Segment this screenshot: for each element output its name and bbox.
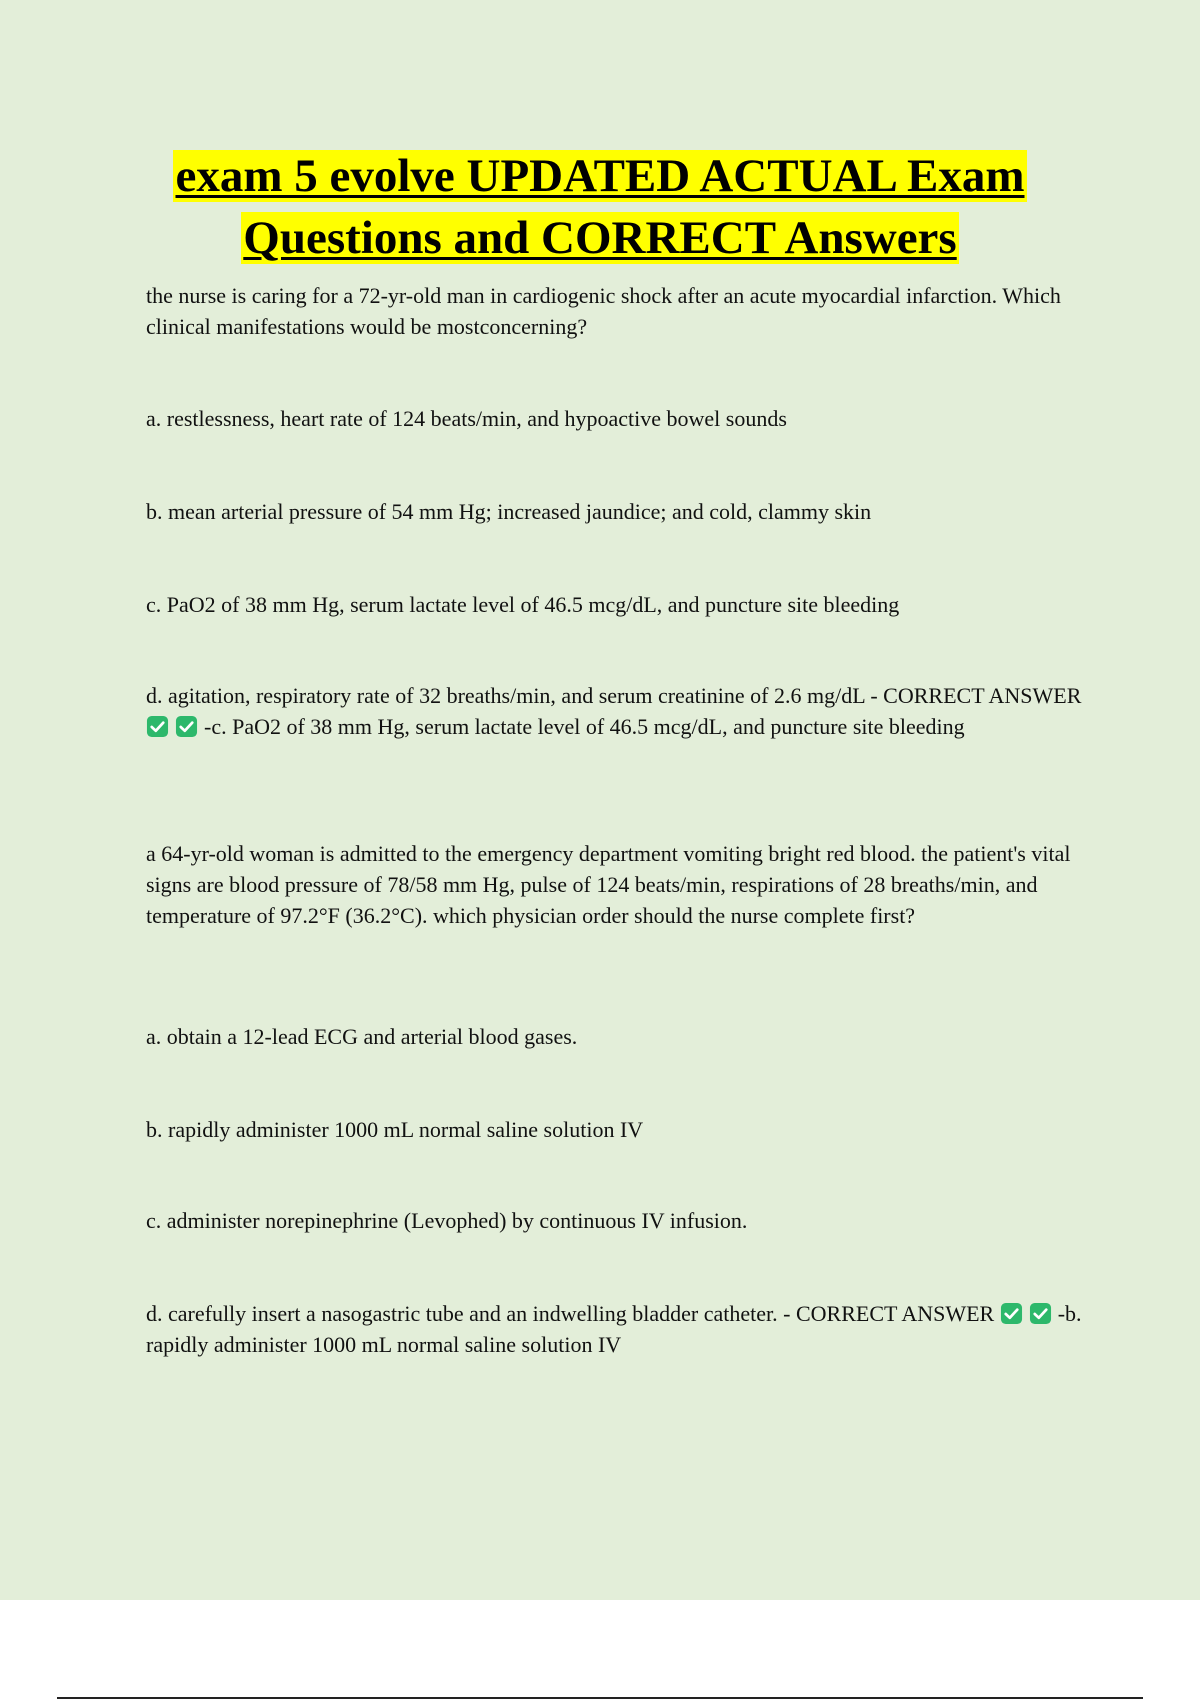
question-1-option-d: d. agitation, respiratory rate of 32 breaths/min, and serum creatinine of 2.6 mg/dL - CORRECT ANSWER <box>146 683 1082 708</box>
question-1-answer: -c. PaO2 of 38 mm Hg, serum lactate level of 46.5 mcg/dL, and puncture site bleeding <box>204 714 965 739</box>
question-1-option-c: c. PaO2 of 38 mm Hg, serum lactate level of 46.5 mcg/dL, and puncture site bleeding <box>146 592 900 617</box>
question-1-option-d-and-answer <box>146 680 1086 742</box>
question-2-answer: -b. rapidly administer 1000 mL normal saline solution IV <box>146 1301 1082 1357</box>
question-2-option-a: a. obtain a 12-lead ECG and arterial blood gases. <box>146 1024 578 1049</box>
check-mark-icon <box>1029 1302 1052 1325</box>
question-1-option-a: a. restlessness, heart rate of 124 beats/min, and hypoactive bowel sounds <box>146 406 787 431</box>
question-2-option-d: d. carefully insert a nasogastric tube and an indwelling bladder catheter. - CORRECT ANSWER <box>146 1301 995 1326</box>
question-2-option-d-and-answer <box>146 1298 1086 1360</box>
check-mark-icon <box>146 715 169 738</box>
title-line-1: exam 5 evolve UPDATED ACTUAL Exam <box>175 150 1025 202</box>
check-mark-icon <box>175 715 198 738</box>
title-line-2: Questions and CORRECT Answers <box>243 212 957 264</box>
footer-divider <box>57 1697 1143 1699</box>
document-title <box>0 145 1200 269</box>
question-1-text: the nurse is caring for a 72-yr-old man in cardiogenic shock after an acute myocardial infarction. Which clinical manifestations would be mostconcerning? <box>146 283 1061 339</box>
question-2-option-c: c. administer norepinephrine (Levophed) by continuous IV infusion. <box>146 1208 748 1233</box>
check-mark-icon <box>1000 1302 1023 1325</box>
question-1-option-b: b. mean arterial pressure of 54 mm Hg; increased jaundice; and cold, clammy skin <box>146 499 872 524</box>
question-2-option-b: b. rapidly administer 1000 mL normal saline solution IV <box>146 1117 644 1142</box>
question-2-text: a 64-yr-old woman is admitted to the emergency department vomiting bright red blood. the patient's vital signs are blood pressure of 78/58 mm Hg, pulse of 124 beats/min, respirations of 28 breaths/min, and temperature of 97.2°F (36.2°C). which physician order should the nurse complete first? <box>146 841 1071 928</box>
